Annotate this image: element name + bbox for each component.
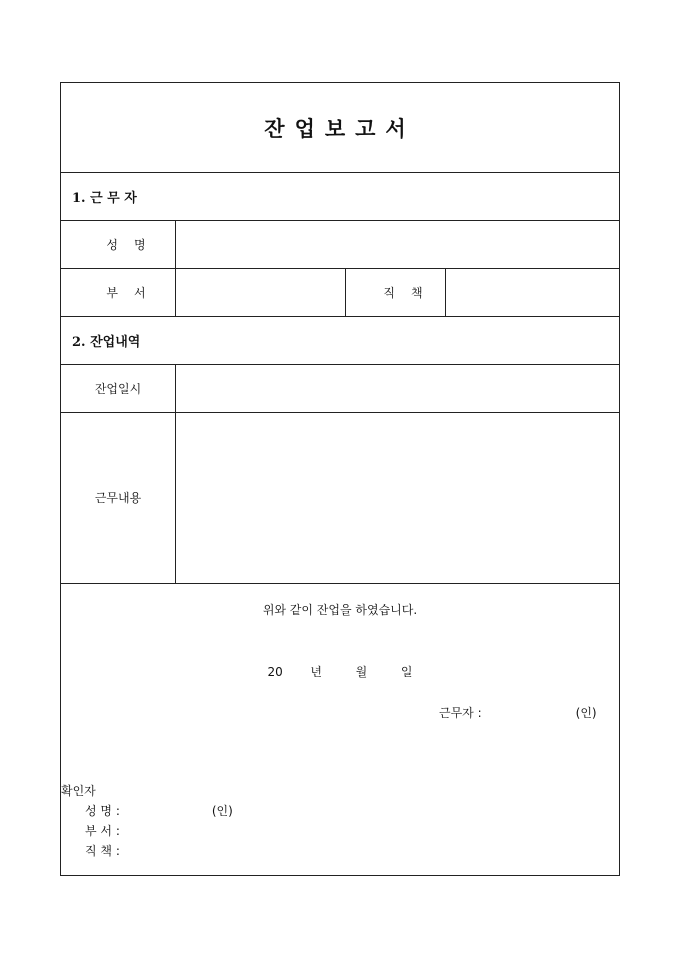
name-field[interactable]	[176, 220, 620, 268]
confirmer-seal: (인)	[211, 804, 233, 818]
dept-field[interactable]	[176, 268, 344, 316]
divider	[61, 316, 619, 317]
confirmer-position-row	[85, 842, 120, 859]
statement-text: 위와 같이 잔업을 하였습니다.	[262, 603, 418, 617]
section-worker-heading: 1. 근 무 자	[72, 190, 137, 206]
date-year-prefix: 20	[267, 665, 283, 679]
datetime-field[interactable]	[176, 364, 620, 412]
confirmer-position-label: 직 책 :	[85, 844, 120, 858]
date-day-unit: 일	[400, 665, 413, 679]
name-label: 성명	[106, 237, 162, 252]
position-label: 직책	[383, 285, 439, 300]
document-title: 잔업보고서	[264, 116, 416, 141]
divider	[61, 583, 619, 584]
divider	[175, 220, 176, 268]
datetime-label: 잔업일시	[94, 381, 142, 396]
confirmer-name-row	[85, 802, 233, 819]
confirmer-heading: 확인자	[61, 784, 96, 798]
worker-label: 근무자 :	[439, 706, 482, 720]
dept-label: 부서	[106, 285, 162, 300]
section-overtime-heading: 2. 잔업내역	[72, 334, 141, 350]
divider	[345, 268, 346, 316]
content-field[interactable]	[176, 412, 612, 583]
report-date	[61, 663, 619, 680]
date-year-unit: 년	[310, 665, 323, 679]
divider	[445, 268, 446, 316]
worker-seal: (인)	[575, 706, 597, 720]
confirmer-dept-row	[85, 822, 120, 839]
date-month-unit: 월	[355, 665, 368, 679]
worker-signature	[439, 704, 597, 721]
confirmer-dept-label: 부 서 :	[85, 824, 120, 838]
position-field[interactable]	[446, 268, 619, 316]
divider	[175, 268, 176, 316]
divider	[61, 172, 619, 173]
divider	[175, 364, 176, 583]
overtime-report-form	[60, 82, 620, 876]
confirmer-name-label: 성 명 :	[85, 804, 120, 818]
content-label: 근무내용	[94, 491, 142, 505]
